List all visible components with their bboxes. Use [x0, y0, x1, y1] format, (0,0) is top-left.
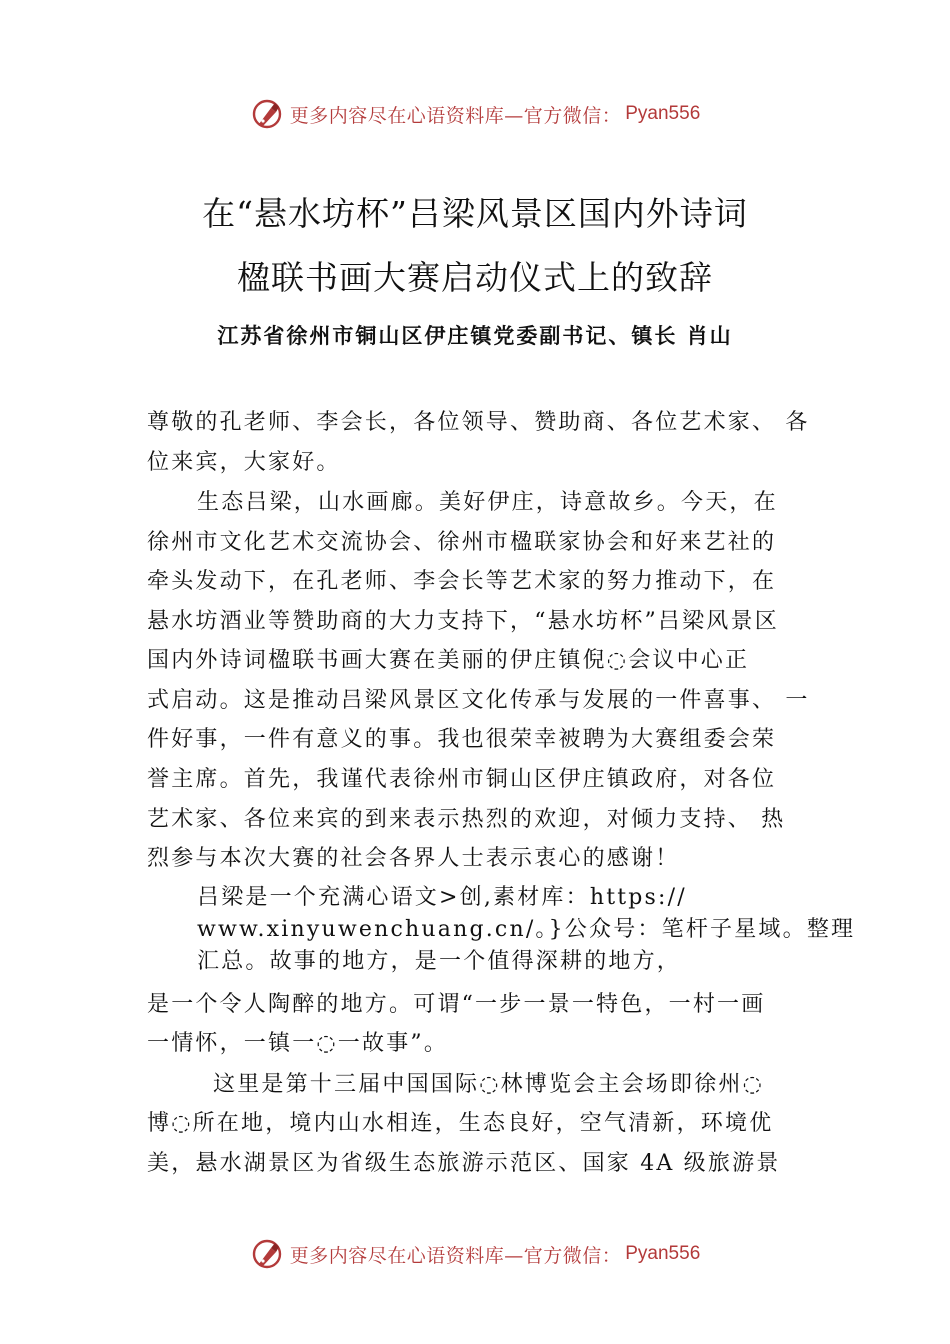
- document-title-line-1: 在“悬水坊杯”吕梁风景区国内外诗词: [202, 194, 748, 233]
- body-line: 件好事，一件有意义的事。我也很荣幸被聘为大赛组委会荣: [147, 727, 777, 752]
- body-line: 徐州市文化艺术交流协会、徐州市楹联家协会和好来艺社的: [147, 530, 777, 555]
- body-line: 这里是第十三届中国国际◌林博览会主会场即徐州◌: [213, 1072, 764, 1097]
- body-line: 尊敬的孔老师、李会长，各位领导、赞助商、各位艺术家、 各: [147, 410, 810, 435]
- body-line: 是一个令人陶醉的地方。可谓“一步一景一特色，一村一画: [147, 992, 766, 1017]
- body-line: 一情怀，一镇一◌一故事”。: [147, 1031, 449, 1056]
- body-line: 誉主席。首先，我谨代表徐州市铜山区伊庄镇政府，对各位: [147, 767, 777, 792]
- wechat-id: Pyan556: [625, 103, 701, 124]
- body-line: 牵头发动下，在孔老师、李会长等艺术家的努力推动下，在: [147, 569, 777, 594]
- banner-text: 更多内容尽在心语资料库—官方微信：: [289, 104, 622, 127]
- body-line: www.xinyuwenchuang.cn/。}公众号：笔杆子星域。整理: [197, 917, 856, 942]
- banner-text: 更多内容尽在心语资料库—官方微信：: [289, 1244, 622, 1267]
- body-line: 位来宾，大家好。: [147, 450, 341, 475]
- author-line: 江苏省徐州市铜山区伊庄镇党委副书记、镇长 肖山: [217, 323, 733, 348]
- body-line: 悬水坊酒业等赞助商的大力支持下，“悬水坊杯”吕梁风景区: [147, 609, 779, 634]
- body-line: 艺术家、各位来宾的到来表示热烈的欢迎，对倾力支持、 热: [147, 807, 786, 832]
- document-title-line-2: 楹联书画大赛启动仪式上的致辞: [237, 258, 713, 297]
- footer-banner: [0, 1232, 950, 1276]
- body-line: 式启动。这是推动吕梁风景区文化传承与发展的一件喜事、 一: [147, 688, 810, 713]
- wechat-id: Pyan556: [625, 1243, 701, 1264]
- body-line: 美，悬水湖景区为省级生态旅游示范区、国家 4A 级旅游景: [147, 1151, 781, 1176]
- body-line: 博◌所在地，境内山水相连，生态良好，空气清新，环境优: [147, 1111, 774, 1136]
- pen-nib-logo-icon: [250, 97, 284, 131]
- header-banner: [0, 92, 950, 136]
- body-line: 汇总。故事的地方，是一个值得深耕的地方，: [197, 949, 682, 974]
- body-line: 生态吕梁，山水画廊。美好伊庄，诗意故乡。今天，在: [197, 490, 778, 515]
- body-line: 国内外诗词楹联书画大赛在美丽的伊庄镇倪◌会议中心正: [147, 648, 750, 673]
- body-line: 烈参与本次大赛的社会各界人士表示衷心的感谢！: [147, 846, 680, 871]
- body-line: 吕梁是一个充满心语文>创,素材库：https://: [197, 885, 687, 910]
- pen-nib-logo-icon: [250, 1237, 284, 1271]
